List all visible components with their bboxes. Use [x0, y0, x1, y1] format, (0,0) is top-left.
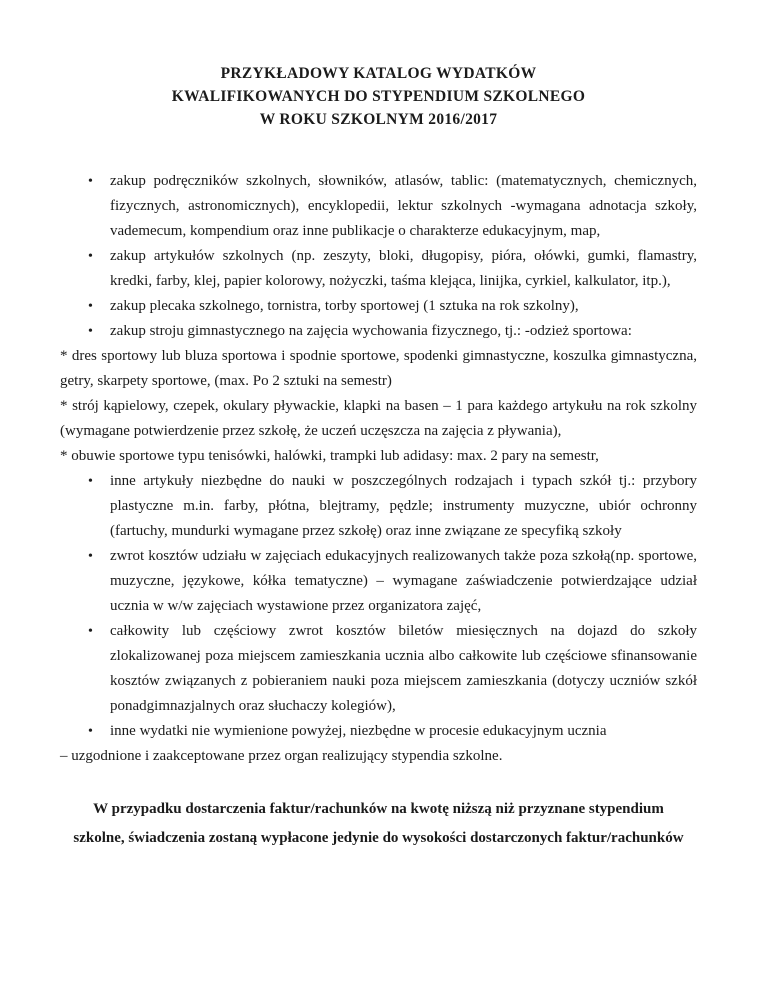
list-item-other-expenses: [60, 719, 697, 744]
list-item-text: inne wydatki nie wymienione powyżej, niezbędne w procesie edukacyjnym ucznia: [110, 723, 607, 739]
list-item-other-supplies: [60, 469, 697, 544]
bullet-icon: •: [88, 549, 93, 564]
list-item-text: * strój kąpielowy, czepek, okulary pływackie, klapki na basen – 1 para każdego artykułu na rok szkolny (wymagane potwierdzenie przez szkołę, że uczeń uczęszcza na zajęcia z pływania),: [60, 398, 697, 439]
title-line-2: KWALIFIKOWANYCH DO STYPENDIUM SZKOLNEGO: [171, 88, 586, 105]
list-item-gym-outfit: [60, 319, 697, 344]
list-item-text: zakup podręczników szkolnych, słowników, atlasów, tablic: (matematycznych, chemicznych, fizycznych, astronomicznych), encyklopedii, lektur szkolnych -wymagana adnotacja szkoły, vademecum, kompendium oraz inne publikacje o charakterze edukacyjnym, map,: [110, 173, 697, 239]
title-line-3: W ROKU SZKOLNYM 2016/2017: [259, 111, 498, 128]
list-item-commute-reimbursement: [60, 619, 697, 719]
list-item-textbooks: [60, 169, 697, 244]
title-line-1: PRZYKŁADOWY KATALOG WYDATKÓW: [220, 65, 537, 82]
star-item-sport-shoes: [60, 444, 697, 469]
list-item-backpack: [60, 294, 697, 319]
footer-note: W przypadku dostarczenia faktur/rachunków na kwotę niższą niż przyznane stypendium szkolne, świadczenia zostaną wypłacone jedynie do wysokości dostarczonych faktur/rachunków: [73, 801, 684, 846]
bullet-icon: •: [88, 249, 93, 264]
bullet-icon: •: [88, 174, 93, 189]
list-item-text: zakup stroju gimnastycznego na zajęcia wychowania fizycznego, tj.: -odzież sportowa:: [110, 323, 632, 339]
document-title: [60, 62, 697, 131]
star-item-swimwear: [60, 394, 697, 444]
bullet-icon: •: [88, 324, 93, 339]
expense-catalog-list: [60, 169, 697, 769]
bullet-icon: •: [88, 624, 93, 639]
list-item-school-supplies: [60, 244, 697, 294]
star-item-tracksuit: [60, 344, 697, 394]
list-item-text: całkowity lub częściowy zwrot kosztów biletów miesięcznych na dojazd do szkoły zlokalizowanej poza miejscem zamieszkania ucznia albo całkowite lub częściowe sfinansowanie kosztów związanych z pobieraniem nauki poza miejscem zamieszkania (dotyczy uczniów szkół ponadgimnazjalnych oraz słuchaczy kolegiów),: [110, 623, 697, 714]
bullet-icon: •: [88, 724, 93, 739]
list-item-text: – uzgodnione i zaakceptowane przez organ realizujący stypendia szkolne.: [60, 748, 503, 764]
bullet-icon: •: [88, 299, 93, 314]
list-item-text: zwrot kosztów udziału w zajęciach edukacyjnych realizowanych także poza szkołą(np. sportowe, muzyczne, językowe, kółka tematyczne) – wymagane zaświadczenie potwierdzające udział ucznia w w/w zajęciach wystawione przez organizatora zajęć,: [110, 548, 697, 614]
approval-clause-line: [60, 744, 697, 769]
list-item-text: zakup plecaka szkolnego, tornistra, torby sportowej (1 sztuka na rok szkolny),: [110, 298, 579, 314]
list-item-text: * dres sportowy lub bluza sportowa i spodnie sportowe, spodenki gimnastyczne, koszulka gimnastyczna, getry, skarpety sportowe, (max. Po 2 sztuki na semestr): [60, 348, 697, 389]
list-item-text: inne artykuły niezbędne do nauki w poszczególnych rodzajach i typach szkół tj.: przybory plastyczne m.in. farby, płótna, blejtramy, pędzle; instrumenty muzyczne, ubiór ochronny (fartuchy, mundurki wymagane przez szkołę) oraz inne związane ze specyfiką szkoły: [110, 473, 697, 539]
list-item-extracurricular-costs: [60, 544, 697, 619]
bullet-icon: •: [88, 474, 93, 489]
list-item-text: * obuwie sportowe typu tenisówki, halówki, trampki lub adidasy: max. 2 pary na semestr,: [60, 448, 599, 464]
list-item-text: zakup artykułów szkolnych (np. zeszyty, bloki, długopisy, pióra, ołówki, gumki, flamastry, kredki, farby, klej, papier kolorowy, nożyczki, taśma klejąca, linijka, cyrkiel, kalkulator, itp.),: [110, 248, 697, 289]
